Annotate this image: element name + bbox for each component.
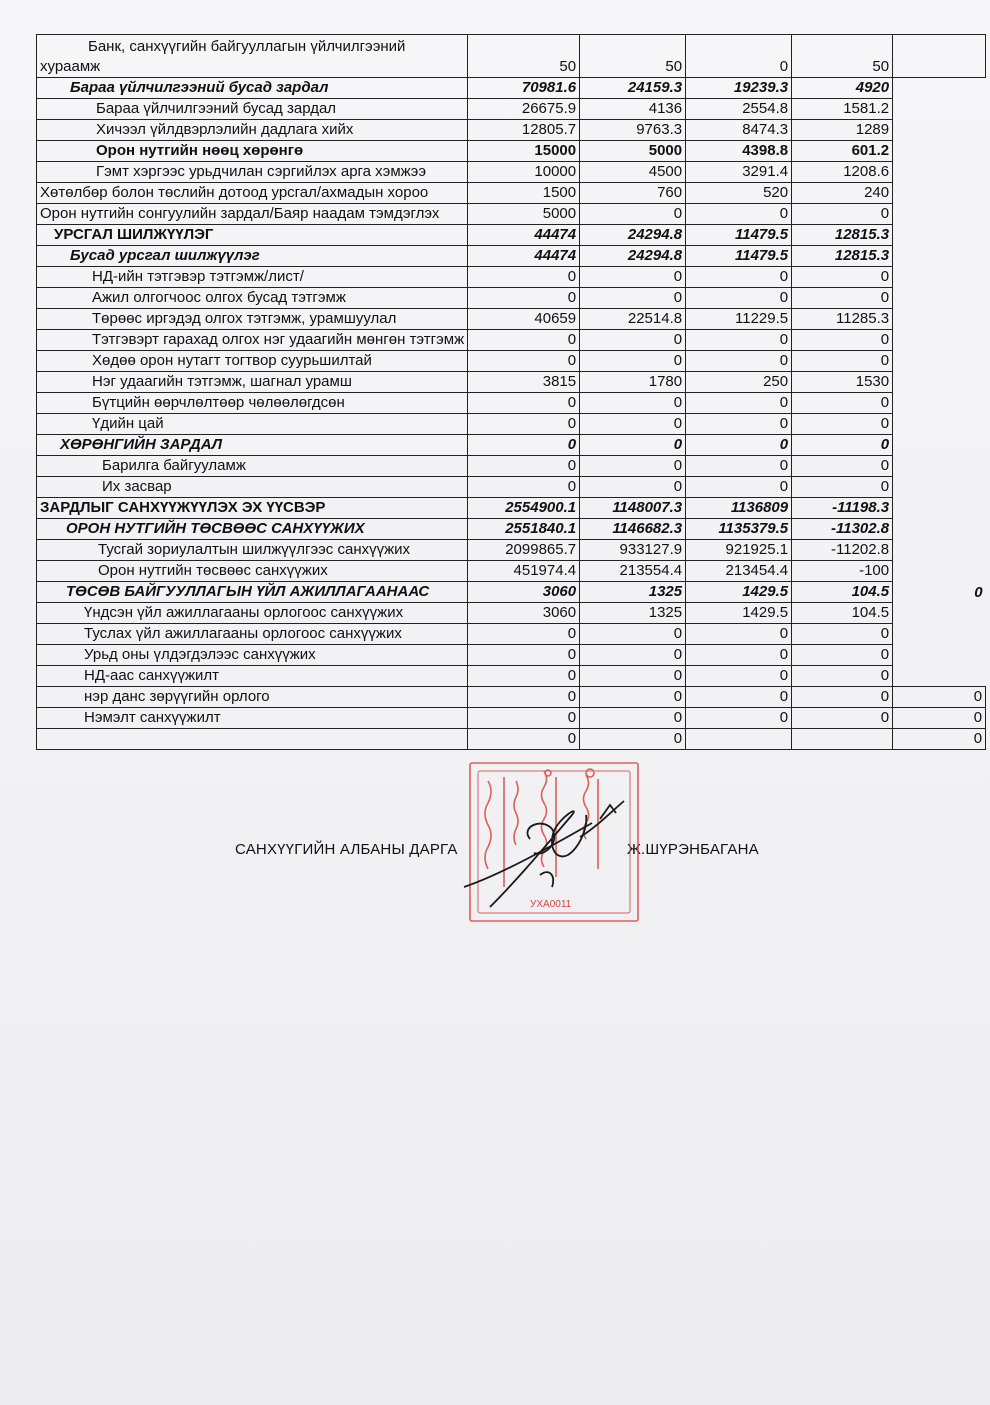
value-cell-2: 1148007.3 (580, 498, 686, 519)
row-label: Орон нутгийн төсвөөс санхүүжих (37, 561, 468, 582)
value-cell-4: 0 (792, 288, 893, 309)
value-cell-5 (893, 78, 986, 99)
value-cell-5 (893, 35, 986, 78)
value-cell-4: 0 (792, 435, 893, 456)
budget-table (36, 34, 986, 750)
row-label (37, 35, 468, 78)
value-cell-2: 0 (580, 435, 686, 456)
value-cell-2: 9763.3 (580, 120, 686, 141)
value-cell-5: 0 (893, 708, 986, 729)
table-row (37, 666, 986, 687)
value-cell-5 (893, 351, 986, 372)
value-cell-4: -11202.8 (792, 540, 893, 561)
row-label-line2: хураамж (40, 58, 101, 75)
table-row (37, 225, 986, 246)
table-row (37, 309, 986, 330)
value-cell-4: 0 (792, 666, 893, 687)
value-cell-3: 0 (686, 666, 792, 687)
value-cell-2: 4136 (580, 99, 686, 120)
value-cell-5 (893, 603, 986, 624)
value-cell-4: 11285.3 (792, 309, 893, 330)
value-cell-1: 2099865.7 (468, 540, 580, 561)
value-cell-4: -11302.8 (792, 519, 893, 540)
value-cell-5 (893, 624, 986, 645)
official-stamp (460, 757, 650, 929)
signatory-name: Ж.ШҮРЭНБАГАНА (627, 841, 759, 858)
value-cell-4: 0 (792, 687, 893, 708)
value-cell-2: 1146682.3 (580, 519, 686, 540)
row-label: Нэг удаагийн тэтгэмж, шагнал урамш (37, 372, 468, 393)
row-label: ОРОН НУТГИЙН ТӨСВӨӨС САНХҮҮЖИХ (37, 519, 468, 540)
value-cell-3: 0 (686, 645, 792, 666)
row-label: Төрөөс иргэдэд олгох тэтгэмж, урамшуулал (37, 309, 468, 330)
table-row (37, 393, 986, 414)
value-cell-3: 1429.5 (686, 603, 792, 624)
value-cell-1: 0 (468, 477, 580, 498)
table-row (37, 288, 986, 309)
table-row (37, 204, 986, 225)
value-cell-4: 104.5 (792, 603, 893, 624)
row-label: Хөтөлбөр болон төслийн дотоод урсгал/ахмадын хороо (37, 183, 468, 204)
value-cell-4: 0 (792, 456, 893, 477)
value-cell-5 (893, 183, 986, 204)
row-label: НД-ийн тэтгэвэр тэтгэмж/лист/ (37, 267, 468, 288)
value-cell-4: 0 (792, 477, 893, 498)
value-cell-2: 0 (580, 330, 686, 351)
value-cell-2: 1325 (580, 582, 686, 603)
table-row (37, 624, 986, 645)
table-row (37, 708, 986, 729)
value-cell-2: 0 (580, 414, 686, 435)
value-cell-1: 50 (468, 35, 580, 78)
value-cell-3: 2554.8 (686, 99, 792, 120)
value-cell-2: 0 (580, 624, 686, 645)
value-cell-4: 50 (792, 35, 893, 78)
value-cell-1: 2551840.1 (468, 519, 580, 540)
value-cell-1: 0 (468, 288, 580, 309)
table-row (37, 78, 986, 99)
value-cell-3: 520 (686, 183, 792, 204)
row-label: Тэтгэвэрт гарахад олгох нэг удаагийн мөнгөн тэтгэмж (37, 330, 468, 351)
table-row (37, 498, 986, 519)
value-cell-3: 0 (686, 35, 792, 78)
value-cell-5: 0 (893, 687, 986, 708)
table-row (37, 35, 986, 78)
table-row (37, 414, 986, 435)
value-cell-2: 0 (580, 666, 686, 687)
value-cell-1: 12805.7 (468, 120, 580, 141)
value-cell-4: 1208.6 (792, 162, 893, 183)
value-cell-3: 213454.4 (686, 561, 792, 582)
row-label: ХӨРӨНГИЙН ЗАРДАЛ (37, 435, 468, 456)
value-cell-2: 1780 (580, 372, 686, 393)
value-cell-5 (893, 267, 986, 288)
value-cell-1: 0 (468, 645, 580, 666)
value-cell-2: 50 (580, 35, 686, 78)
value-cell-3: 0 (686, 435, 792, 456)
value-cell-1: 451974.4 (468, 561, 580, 582)
value-cell-4 (792, 729, 893, 750)
value-cell-2: 0 (580, 393, 686, 414)
row-label: Гэмт хэргээс урьдчилан сэргийлэх арга хэмжээ (37, 162, 468, 183)
row-label: Бараа үйлчилгээний бусад зардал (37, 99, 468, 120)
value-cell-5 (893, 540, 986, 561)
value-cell-1: 0 (468, 687, 580, 708)
value-cell-3: 0 (686, 267, 792, 288)
value-cell-4: 1289 (792, 120, 893, 141)
value-cell-4: 12815.3 (792, 225, 893, 246)
value-cell-4: 0 (792, 393, 893, 414)
row-label: нэр данс зөрүүгийн орлого (37, 687, 468, 708)
value-cell-2: 5000 (580, 141, 686, 162)
value-cell-5 (893, 288, 986, 309)
value-cell-3: 1429.5 (686, 582, 792, 603)
table-row (37, 582, 986, 603)
row-label: Бараа үйлчилгээний бусад зардал (37, 78, 468, 99)
value-cell-4: 240 (792, 183, 893, 204)
row-label: Тусгай зориулалтын шилжүүлгээс санхүүжих (37, 540, 468, 561)
value-cell-2: 0 (580, 477, 686, 498)
value-cell-5 (893, 645, 986, 666)
value-cell-5 (893, 414, 986, 435)
table-row (37, 246, 986, 267)
value-cell-1: 40659 (468, 309, 580, 330)
table-row (37, 351, 986, 372)
value-cell-1: 0 (468, 456, 580, 477)
value-cell-2: 24294.8 (580, 225, 686, 246)
row-label: Нэмэлт санхүүжилт (37, 708, 468, 729)
value-cell-3: 0 (686, 477, 792, 498)
value-cell-1: 70981.6 (468, 78, 580, 99)
row-label: Орон нутгийн нөөц хөрөнгө (37, 141, 468, 162)
value-cell-1: 0 (468, 414, 580, 435)
value-cell-3: 11229.5 (686, 309, 792, 330)
value-cell-5 (893, 666, 986, 687)
value-cell-2: 0 (580, 687, 686, 708)
row-label: Бусад урсгал шилжүүлэг (37, 246, 468, 267)
value-cell-1: 0 (468, 624, 580, 645)
row-label: Бүтцийн өөрчлөлтөөр чөлөөлөгдсөн (37, 393, 468, 414)
value-cell-1: 2554900.1 (468, 498, 580, 519)
table-row (37, 120, 986, 141)
value-cell-4: -11198.3 (792, 498, 893, 519)
value-cell-4: 0 (792, 351, 893, 372)
value-cell-4: 0 (792, 330, 893, 351)
value-cell-3: 0 (686, 708, 792, 729)
value-cell-2: 0 (580, 645, 686, 666)
value-cell-3: 1135379.5 (686, 519, 792, 540)
table-row (37, 477, 986, 498)
table-row (37, 435, 986, 456)
value-cell-4: 0 (792, 708, 893, 729)
value-cell-2: 24294.8 (580, 246, 686, 267)
value-cell-5 (893, 435, 986, 456)
value-cell-1: 0 (468, 330, 580, 351)
value-cell-5 (893, 162, 986, 183)
value-cell-1: 15000 (468, 141, 580, 162)
value-cell-2: 760 (580, 183, 686, 204)
row-label: Үндсэн үйл ажиллагааны орлогоос санхүүжих (37, 603, 468, 624)
value-cell-1: 10000 (468, 162, 580, 183)
value-cell-3: 0 (686, 330, 792, 351)
table-row (37, 456, 986, 477)
value-cell-5: 0 (893, 582, 986, 603)
value-cell-1: 1500 (468, 183, 580, 204)
value-cell-4: 4920 (792, 78, 893, 99)
table-row (37, 267, 986, 288)
value-cell-1: 26675.9 (468, 99, 580, 120)
table-row (37, 540, 986, 561)
value-cell-3: 0 (686, 456, 792, 477)
value-cell-3: 921925.1 (686, 540, 792, 561)
value-cell-1: 0 (468, 435, 580, 456)
value-cell-3: 0 (686, 288, 792, 309)
table-row (37, 99, 986, 120)
value-cell-5 (893, 519, 986, 540)
row-label: УРСГАЛ ШИЛЖҮҮЛЭГ (37, 225, 468, 246)
value-cell-5 (893, 246, 986, 267)
row-label: Орон нутгийн сонгуулийн зардал/Баяр наадам тэмдэглэх (37, 204, 468, 225)
value-cell-5 (893, 120, 986, 141)
value-cell-2: 0 (580, 456, 686, 477)
value-cell-5 (893, 330, 986, 351)
value-cell-2: 0 (580, 729, 686, 750)
row-label: Хөдөө орон нутагт тогтвор суурьшилтай (37, 351, 468, 372)
value-cell-4: 1581.2 (792, 99, 893, 120)
row-label: Их засвар (37, 477, 468, 498)
value-cell-3: 4398.8 (686, 141, 792, 162)
value-cell-2: 0 (580, 204, 686, 225)
value-cell-5 (893, 141, 986, 162)
value-cell-4: 0 (792, 624, 893, 645)
table-row (37, 645, 986, 666)
row-label: Туслах үйл ажиллагааны орлогоос санхүүжих (37, 624, 468, 645)
table-row (37, 141, 986, 162)
value-cell-5 (893, 372, 986, 393)
value-cell-1: 44474 (468, 225, 580, 246)
value-cell-2: 24159.3 (580, 78, 686, 99)
value-cell-3: 0 (686, 204, 792, 225)
value-cell-3: 11479.5 (686, 246, 792, 267)
table-row (37, 372, 986, 393)
table-row (37, 519, 986, 540)
value-cell-3: 0 (686, 393, 792, 414)
value-cell-1: 0 (468, 267, 580, 288)
value-cell-2: 0 (580, 267, 686, 288)
table-row (37, 729, 986, 750)
value-cell-5 (893, 393, 986, 414)
value-cell-5 (893, 561, 986, 582)
value-cell-4: 12815.3 (792, 246, 893, 267)
value-cell-2: 213554.4 (580, 561, 686, 582)
row-label: Урьд оны үлдэгдэлээс санхүүжих (37, 645, 468, 666)
value-cell-3: 19239.3 (686, 78, 792, 99)
table-row (37, 162, 986, 183)
row-label: Ажил олгогчоос олгох бусад тэтгэмж (37, 288, 468, 309)
value-cell-1: 44474 (468, 246, 580, 267)
table-row (37, 603, 986, 624)
row-label: Барилга байгууламж (37, 456, 468, 477)
value-cell-5 (893, 309, 986, 330)
value-cell-5: 0 (893, 729, 986, 750)
value-cell-1: 3060 (468, 582, 580, 603)
value-cell-1: 5000 (468, 204, 580, 225)
row-label: Үдийн цай (37, 414, 468, 435)
value-cell-5 (893, 456, 986, 477)
table-row (37, 183, 986, 204)
row-label: НД-аас санхүүжилт (37, 666, 468, 687)
value-cell-5 (893, 225, 986, 246)
row-label: Хичээл үйлдвэрлэлийн дадлага хийх (37, 120, 468, 141)
value-cell-4: 0 (792, 645, 893, 666)
value-cell-3: 0 (686, 351, 792, 372)
row-label (37, 729, 468, 750)
value-cell-5 (893, 99, 986, 120)
value-cell-4: 0 (792, 267, 893, 288)
value-cell-2: 1325 (580, 603, 686, 624)
value-cell-3: 250 (686, 372, 792, 393)
value-cell-1: 3060 (468, 603, 580, 624)
value-cell-2: 4500 (580, 162, 686, 183)
svg-text:УХА0011: УХА0011 (530, 899, 572, 910)
value-cell-4: -100 (792, 561, 893, 582)
value-cell-2: 22514.8 (580, 309, 686, 330)
value-cell-4: 104.5 (792, 582, 893, 603)
value-cell-5 (893, 477, 986, 498)
value-cell-1: 0 (468, 351, 580, 372)
value-cell-4: 1530 (792, 372, 893, 393)
value-cell-5 (893, 204, 986, 225)
value-cell-2: 0 (580, 351, 686, 372)
value-cell-3: 0 (686, 624, 792, 645)
value-cell-1: 0 (468, 708, 580, 729)
value-cell-3: 0 (686, 687, 792, 708)
row-label-line1: Банк, санхүүгийн байгууллагын үйлчилгээний (88, 38, 406, 55)
table-row (37, 687, 986, 708)
row-label: ТӨСӨВ БАЙГУУЛЛАГЫН ҮЙЛ АЖИЛЛАГААНААС (37, 582, 468, 603)
value-cell-3: 1136809 (686, 498, 792, 519)
value-cell-4: 601.2 (792, 141, 893, 162)
value-cell-3 (686, 729, 792, 750)
table-row (37, 561, 986, 582)
value-cell-2: 0 (580, 288, 686, 309)
value-cell-1: 3815 (468, 372, 580, 393)
table-row (37, 330, 986, 351)
value-cell-4: 0 (792, 204, 893, 225)
value-cell-3: 0 (686, 414, 792, 435)
signatory-title: САНХҮҮГИЙН АЛБАНЫ ДАРГА (235, 841, 458, 858)
value-cell-1: 0 (468, 393, 580, 414)
value-cell-3: 3291.4 (686, 162, 792, 183)
row-label: ЗАРДЛЫГ САНХҮҮЖҮҮЛЭХ ЭХ ҮҮСВЭР (37, 498, 468, 519)
value-cell-1: 0 (468, 729, 580, 750)
value-cell-5 (893, 498, 986, 519)
value-cell-4: 0 (792, 414, 893, 435)
value-cell-2: 0 (580, 708, 686, 729)
value-cell-2: 933127.9 (580, 540, 686, 561)
value-cell-3: 11479.5 (686, 225, 792, 246)
value-cell-1: 0 (468, 666, 580, 687)
value-cell-3: 8474.3 (686, 120, 792, 141)
